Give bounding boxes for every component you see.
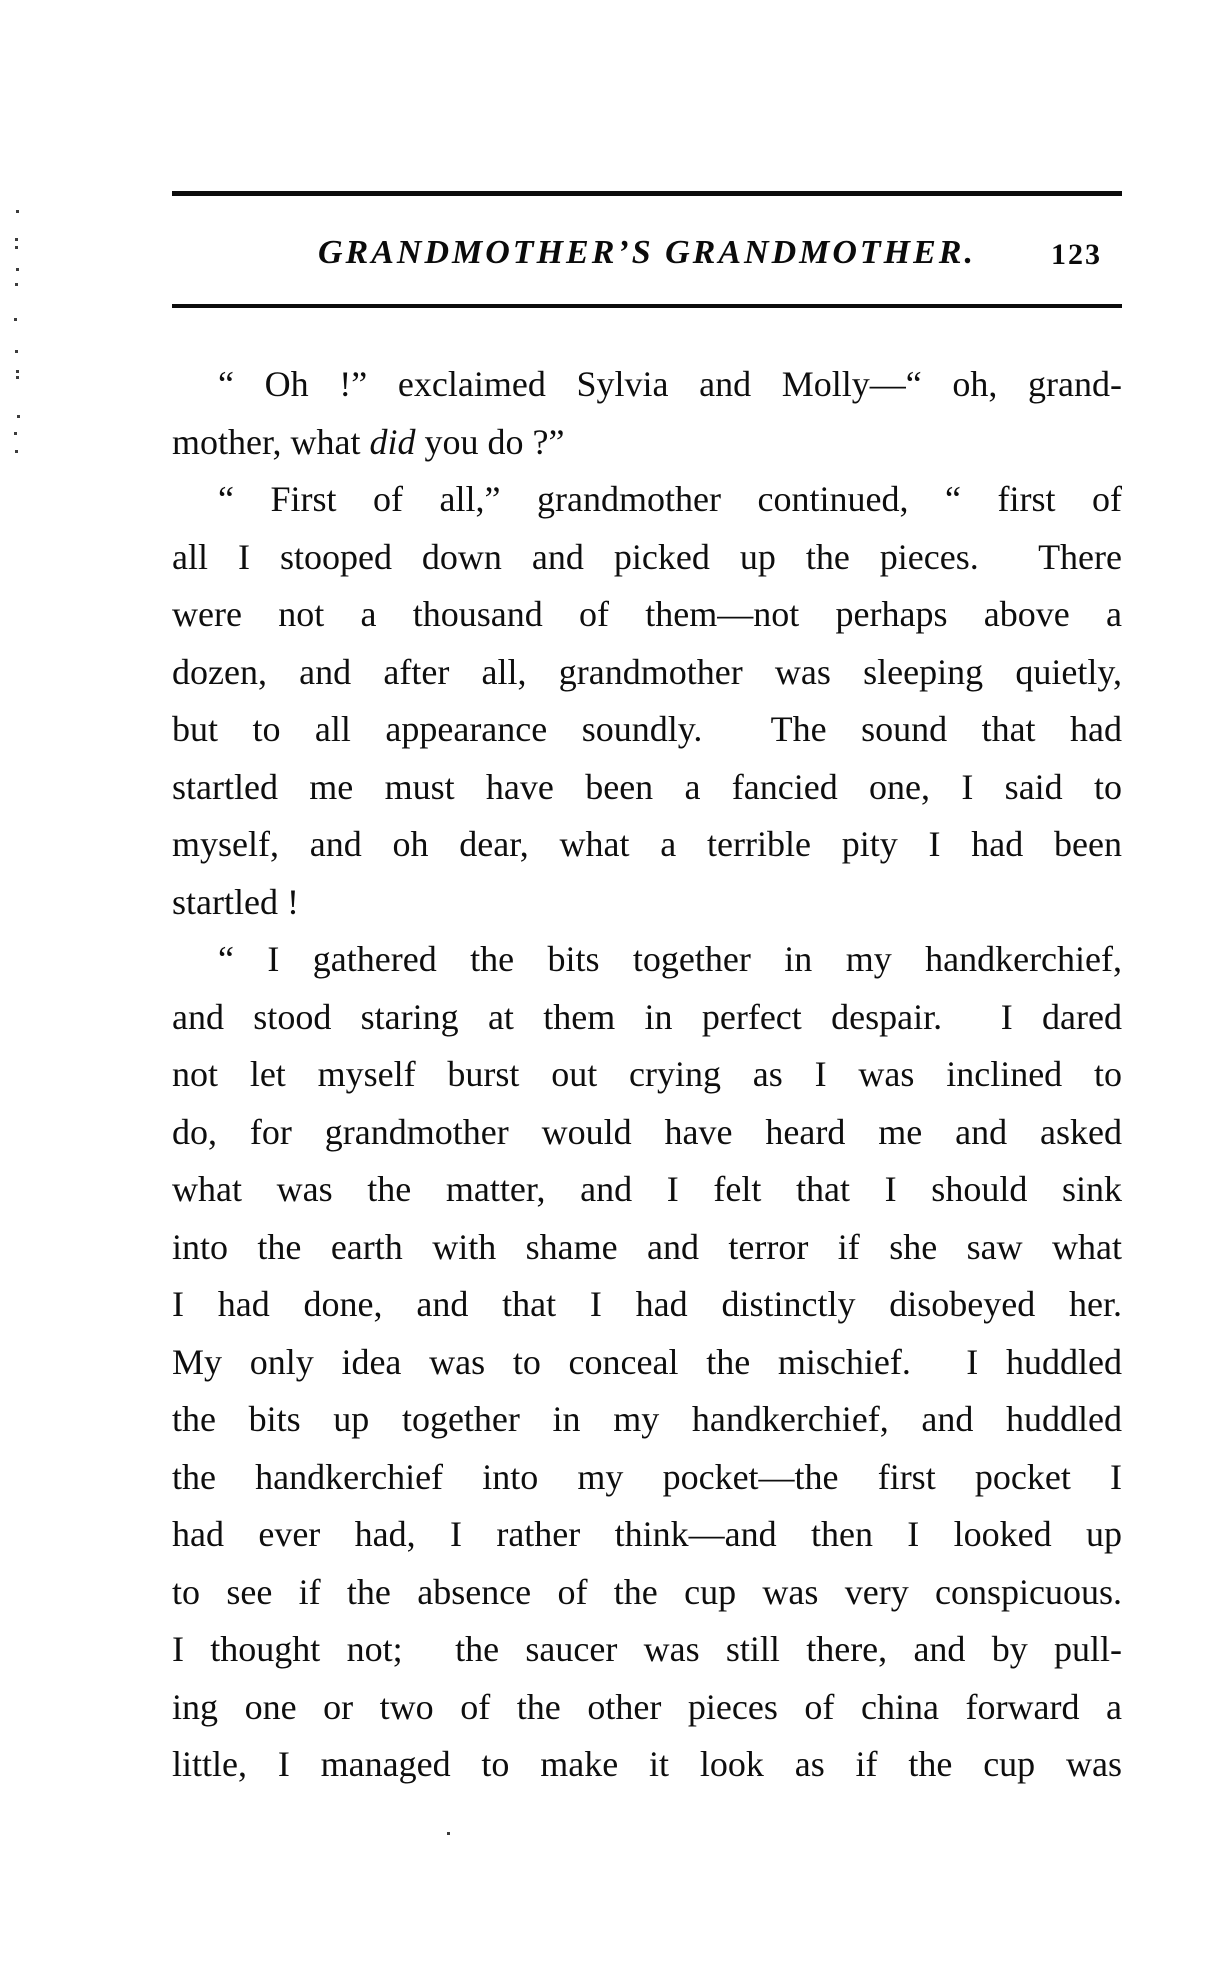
scan-speckle — [447, 1832, 450, 1835]
scan-speckle — [16, 268, 19, 271]
text-line: into the earth with shame and terror if she saw what — [172, 1226, 1122, 1267]
text-line: “ First of all,” grandmother continued, “ first of — [218, 479, 1122, 519]
text-line: mother, what did you do ?” — [172, 421, 565, 462]
scan-speckle — [15, 350, 18, 353]
scan-speckle — [15, 283, 18, 286]
text-line: I thought not; the saucer was still there, and by pull- — [172, 1629, 1122, 1669]
text-line: I had done, and that I had distinctly disobeyed her. — [172, 1284, 1122, 1324]
scan-speckle — [17, 415, 20, 418]
text-line: were not a thousand of them—not perhaps above a — [172, 594, 1122, 634]
text-line: had ever had, I rather think—and then I looked up — [172, 1514, 1122, 1554]
text-line: startled me must have been a fancied one, I said to — [172, 766, 1122, 807]
scan-speckle — [14, 432, 17, 435]
text-line: little, I managed to make it look as if the cup was — [172, 1744, 1122, 1784]
page-number: 123 — [1051, 238, 1102, 271]
text-line: myself, and oh dear, what a terrible pity I had been — [172, 824, 1122, 864]
text-line: the handkerchief into my pocket—the first pocket I — [172, 1456, 1122, 1497]
text-line: but to all appearance soundly. The sound that had — [172, 709, 1122, 749]
running-head-title: GRANDMOTHER’S GRANDMOTHER. — [318, 234, 976, 271]
scan-speckle — [15, 246, 18, 249]
scan-speckle — [16, 376, 19, 379]
header-rule-top — [172, 191, 1122, 196]
text-line: the bits up together in my handkerchief, and huddled — [172, 1399, 1122, 1439]
text-line: all I stooped down and picked up the pieces. There — [172, 536, 1122, 577]
text-line: “ I gathered the bits together in my handkerchief, — [218, 939, 1122, 979]
header-rule-bottom — [172, 304, 1122, 308]
text-line: “ Oh !” exclaimed Sylvia and Molly—“ oh, grand- — [218, 364, 1122, 404]
text-line: My only idea was to conceal the mischief. I huddled — [172, 1341, 1122, 1382]
text-line: dozen, and after all, grandmother was sleeping quietly, — [172, 651, 1122, 692]
scan-speckle — [16, 210, 19, 213]
text-line: not let myself burst out crying as I was inclined to — [172, 1054, 1122, 1094]
text-line: startled ! — [172, 881, 299, 922]
text-line: do, for grandmother would have heard me and asked — [172, 1111, 1122, 1152]
scan-speckle — [14, 318, 17, 321]
text-line: what was the matter, and I felt that I should sink — [172, 1169, 1122, 1209]
scan-speckle — [15, 238, 18, 241]
text-line: and stood staring at them in perfect despair. I dared — [172, 996, 1122, 1037]
page-body — [172, 356, 1122, 1794]
scan-speckle — [15, 450, 18, 453]
text-line: to see if the absence of the cup was very conspicuous. — [172, 1571, 1122, 1612]
text-line: ing one or two of the other pieces of china forward a — [172, 1686, 1122, 1727]
scan-speckle — [16, 370, 19, 373]
